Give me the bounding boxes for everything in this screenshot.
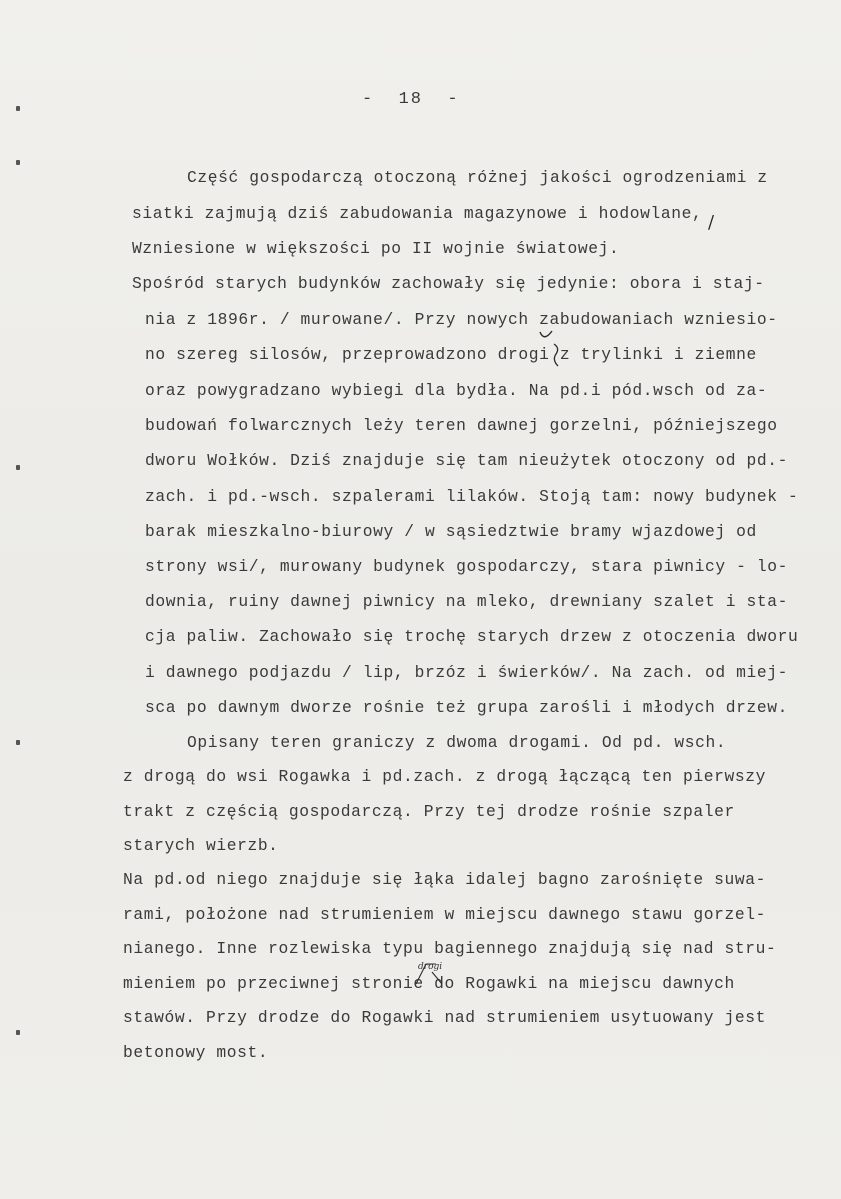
text-line: rami, położone nad strumieniem w miejscu dawnego stawu gorzel- — [123, 905, 766, 924]
text-line: budowań folwarcznych leży teren dawnej gorzelni, późniejszego — [145, 416, 778, 435]
text-line: sca po dawnym dworze rośnie też grupa zarośli i młodych drzew. — [145, 698, 788, 717]
text-line: z drogą do wsi Rogawka i pd.zach. z drogą łączącą ten pierwszy — [123, 767, 766, 786]
text-line: nia z 1896r. / murowane/. Przy nowych zabudowaniach wzniesio- — [145, 310, 778, 329]
text-line: i dawnego podjazdu / lip, brzóz i świerków/. Na zach. od miej- — [145, 663, 788, 682]
punch-mark — [16, 106, 20, 111]
text-line: strony wsi/, murowany budynek gospodarczy, stara piwnicy - lo- — [145, 557, 788, 576]
handwritten-correction-stroke — [550, 342, 562, 368]
text-line: dworu Wołków. Dziś znajduje się tam nieużytek otoczony od pd.- — [145, 451, 788, 470]
text-line: cja paliw. Zachowało się trochę starych drzew z otoczenia dworu — [145, 627, 799, 646]
text-line: Spośród starych budynków zachowały się jedynie: obora i staj- — [132, 274, 765, 293]
text-line: Część gospodarczą otoczoną różnej jakości ogrodzeniami z — [187, 168, 768, 187]
text-line: downia, ruiny dawnej piwnicy na mleko, drewniany szalet i sta- — [145, 592, 788, 611]
text-line: betonowy most. — [123, 1043, 269, 1062]
text-line: no szereg silosów, przeprowadzono drogi z trylinki i ziemne — [145, 345, 757, 364]
handwritten-comma-mark: / — [708, 212, 715, 233]
handwritten-note: drogi — [418, 962, 443, 972]
text-line: nianego. Inne rozlewiska typu bagiennego znajdują się nad stru- — [123, 939, 777, 958]
punch-mark — [16, 1030, 20, 1035]
text-line: stawów. Przy drodze do Rogawki nad strumieniem usytuowany jest — [123, 1008, 766, 1027]
punch-mark — [16, 465, 20, 470]
text-line: zach. i pd.-wsch. szpalerami lilaków. Stoją tam: nowy budynek - — [145, 487, 799, 506]
text-line: Wzniesione w większości po II wojnie światowej. — [132, 239, 620, 258]
text-line: oraz powygradzano wybiegi dla bydła. Na pd.i pód.wsch od za- — [145, 381, 768, 400]
text-line: trakt z częścią gospodarczą. Przy tej drodze rośnie szpaler — [123, 802, 735, 821]
punch-mark — [16, 160, 20, 165]
punch-mark — [16, 740, 20, 745]
text-line: Opisany teren graniczy z dwoma drogami. Od pd. wsch. — [187, 733, 727, 752]
text-line: barak mieszkalno-biurowy / w sąsiedztwie bramy wjazdowej od — [145, 522, 757, 541]
page-number: - 18 - — [362, 90, 460, 109]
text-line: mieniem po przeciwnej stronie do Rogawki na miejscu dawnych — [123, 974, 735, 993]
text-line: Na pd.od niego znajduje się łąka idalej bagno zarośnięte suwa- — [123, 870, 766, 889]
text-line: siatki zajmują dziś zabudowania magazynowe i hodowlane, — [132, 204, 703, 223]
text-line: starych wierzb. — [123, 836, 279, 855]
